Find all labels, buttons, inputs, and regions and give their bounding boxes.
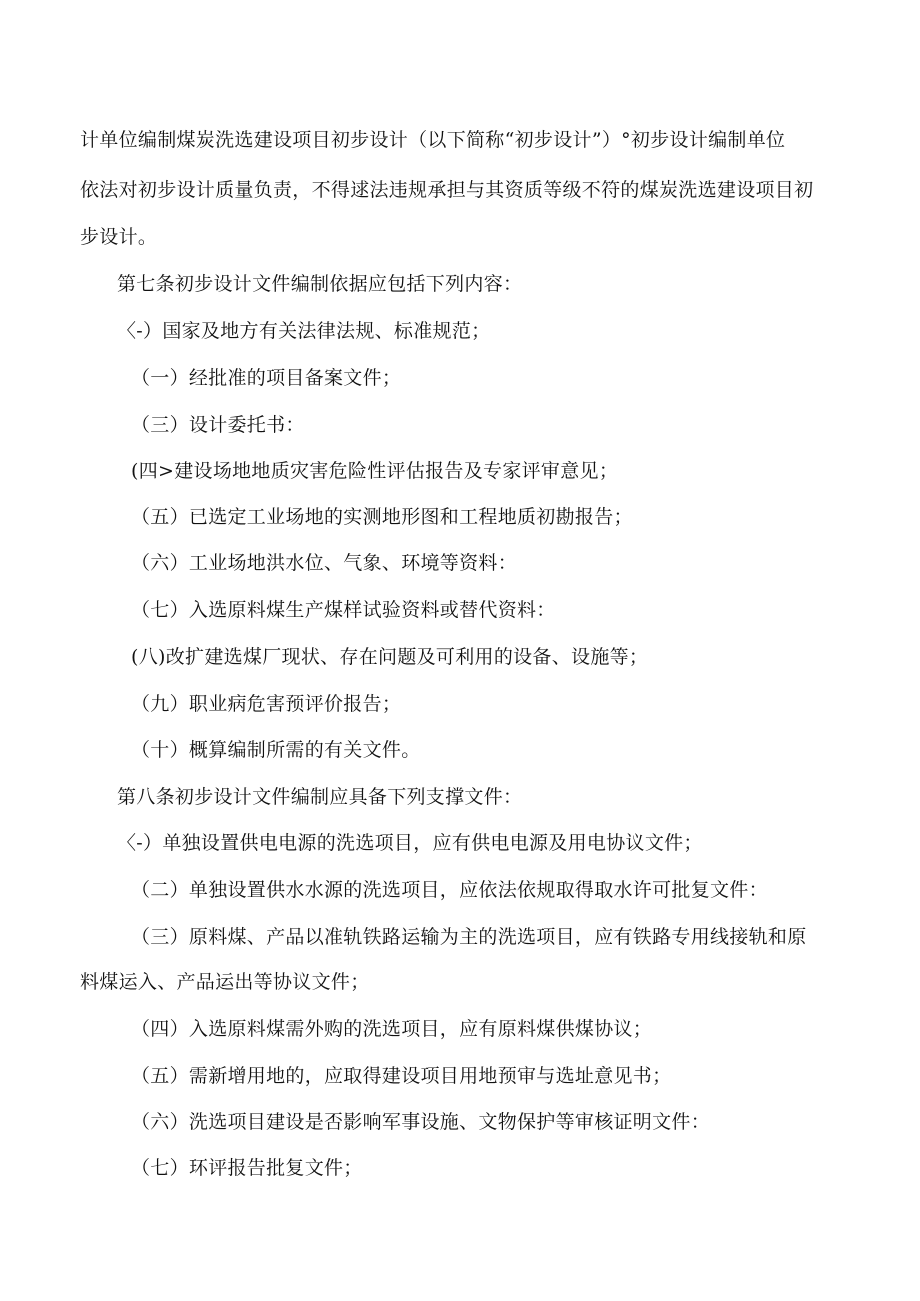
list-item: (八)改扩建选煤厂现状、存在问题及可利用的设备、设施等；	[131, 646, 649, 668]
list-item: （七）入选原料煤生产煤样试验资料或替代资料：	[131, 599, 556, 621]
list-item: 〈-）国家及地方有关法律法规、标准规范；	[117, 320, 491, 342]
list-item: （六）工业场地洪水位、气象、环境等资料：	[131, 552, 518, 574]
list-item: （五）需新增用地的，应取得建设项目用地预审与选址意见书；	[131, 1065, 672, 1087]
list-item: （三）原料煤、产品以准轨铁路运输为主的洗选项目，应有铁路专用线接轨和原	[131, 926, 807, 948]
list-item: （十）概算编制所需的有关文件。	[131, 739, 421, 761]
paragraph-line: 料煤运入、产品运出等协议文件；	[80, 971, 370, 993]
list-item: （二）单独设置供水水源的洗选项目，应依法依规取得取水许可批复文件：	[131, 879, 768, 901]
article-heading: 第七条初步设计文件编制依据应包括下列内容：	[117, 273, 523, 295]
list-item: （三）设计委托书：	[131, 414, 305, 436]
list-item: （一）经批准的项目备案文件；	[131, 367, 402, 389]
list-item: （七）环评报告批复文件；	[131, 1157, 363, 1179]
paragraph-line: 依法对初步设计质量负责，不得逑法违规承担与其资质等级不符的煤炭洗选建设项目初	[80, 179, 814, 201]
list-item: （四）入选原料煤需外购的洗选项目，应有原料煤供煤协议；	[131, 1018, 653, 1040]
list-item: (四>建设场地地质灾害危险性评估报告及专家评审意见；	[131, 460, 619, 482]
paragraph-line: 计单位编制煤炭洗选建设项目初步设计（以下简称“初步设计”）°初步设计编制单位	[80, 129, 786, 151]
list-item: （九）职业病危害预评价报告；	[131, 693, 402, 715]
paragraph-line: 步设计。	[80, 226, 158, 248]
article-heading: 第八条初步设计文件编制应具备下列支撑文件：	[117, 786, 523, 808]
list-item: （六）洗选项目建设是否影响军事设施、文物保护等审核证明文件：	[131, 1111, 711, 1133]
list-item: 〈-）单独设置供电电源的洗选项目，应有供电电源及用电协议文件；	[117, 832, 703, 854]
list-item: （五）已选定工业场地的实测地形图和工程地质初勘报告；	[131, 506, 633, 528]
